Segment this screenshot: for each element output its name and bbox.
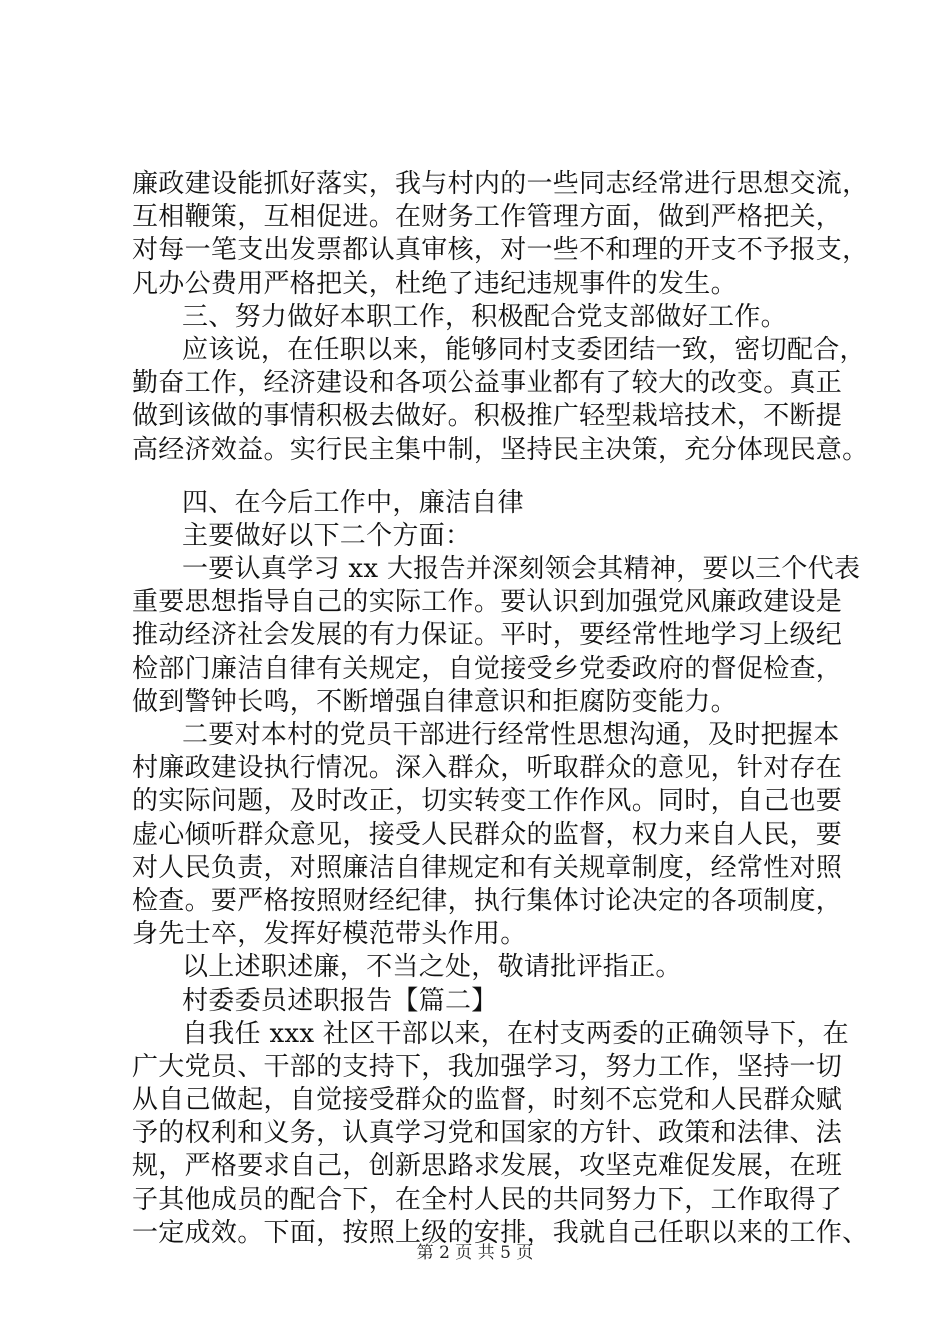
text-line: 对人民负责，对照廉洁自律规定和有关规章制度，经常性对照 — [132, 852, 843, 883]
text-line: 推动经济社会发展的有力保证。平时，要经常性地学习上级纪 — [132, 620, 843, 651]
text-line: 高经济效益。实行民主集中制，坚持民主决策，充分体现民意。 — [132, 434, 869, 465]
section-heading-4: 四、在今后工作中，廉洁自律 — [182, 487, 524, 518]
text-line: 虚心倾听群众意见，接受人民群众的监督，权力来自人民，要 — [132, 819, 843, 850]
paragraph-gap — [132, 467, 852, 487]
text-line: 子其他成员的配合下，在全村人民的共同努力下，工作取得了 — [132, 1184, 843, 1215]
text-line: 一要认真学习 xx 大报告并深刻领会其精神，要以三个代表 — [182, 554, 861, 585]
text-line: 广大党员、干部的支持下，我加强学习，努力工作，坚持一切 — [132, 1051, 843, 1082]
text-line: 做到警钟长鸣，不断增强自律意识和拒腐防变能力。 — [132, 686, 737, 717]
text-line: 从自己做起，自觉接受群众的监督，时刻不忘党和人民群众赋 — [132, 1085, 843, 1116]
text-line: 规，严格要求自己，创新思路求发展，攻坚克难促发展，在班 — [132, 1151, 843, 1182]
text-line: 互相鞭策，互相促进。在财务工作管理方面，做到严格把关， — [132, 202, 843, 233]
text-line: 村廉政建设执行情况。深入群众，听取群众的意见，针对存在 — [132, 753, 843, 784]
text-line: 自我任 xxx 社区干部以来，在村支两委的正确领导下，在 — [182, 1018, 849, 1049]
text-line: 二要对本村的党员干部进行经常性思想沟通，及时把握本 — [182, 720, 840, 750]
text-line: 做到该做的事情积极去做好。积极推广轻型栽培技术，不断提 — [132, 401, 843, 432]
text-line: 检查。要严格按照财经纪律，执行集体讨论决定的各项制度， — [132, 885, 843, 916]
text-line: 主要做好以下二个方面： — [182, 520, 472, 551]
page-number: 第 2 页 共 5 页 — [416, 1243, 534, 1263]
text-line: 应该说，在任职以来，能够同村支委团结一致，密切配合， — [182, 334, 866, 365]
text-line: 身先士卒，发挥好模范带头作用。 — [132, 919, 527, 950]
text-line: 检部门廉洁自律有关规定，自觉接受乡党委政府的督促检查， — [132, 653, 843, 684]
text-line: 勤奋工作，经济建设和各项公益事业都有了较大的改变。真正 — [132, 368, 843, 399]
text-line: 重要思想指导自己的实际工作。要认识到加强党风廉政建设是 — [132, 587, 843, 618]
text-line: 的实际问题，及时改正，切实转变工作作风。同时，自己也要 — [132, 786, 843, 817]
text-line: 一定成效。下面，按照上级的安排，我就自己任职以来的工作、 — [132, 1217, 869, 1248]
text-line: 予的权利和义务，认真学习党和国家的方针、政策和法律、法 — [132, 1118, 843, 1149]
text-line: 对每一笔支出发票都认真审核，对一些不和理的开支不予报支， — [132, 235, 869, 266]
text-line: 以上述职述廉，不当之处，敬请批评指正。 — [182, 952, 682, 983]
document-body — [132, 168, 869, 1250]
report-title-part-2: 村委委员述职报告【篇二】 — [182, 985, 498, 1016]
text-line: 凡办公费用严格把关，杜绝了违纪违规事件的发生。 — [132, 268, 737, 299]
section-heading-3: 三、努力做好本职工作，积极配合党支部做好工作。 — [182, 301, 787, 332]
text-line: 廉政建设能抓好落实，我与村内的一些同志经常进行思想交流， — [132, 169, 869, 199]
